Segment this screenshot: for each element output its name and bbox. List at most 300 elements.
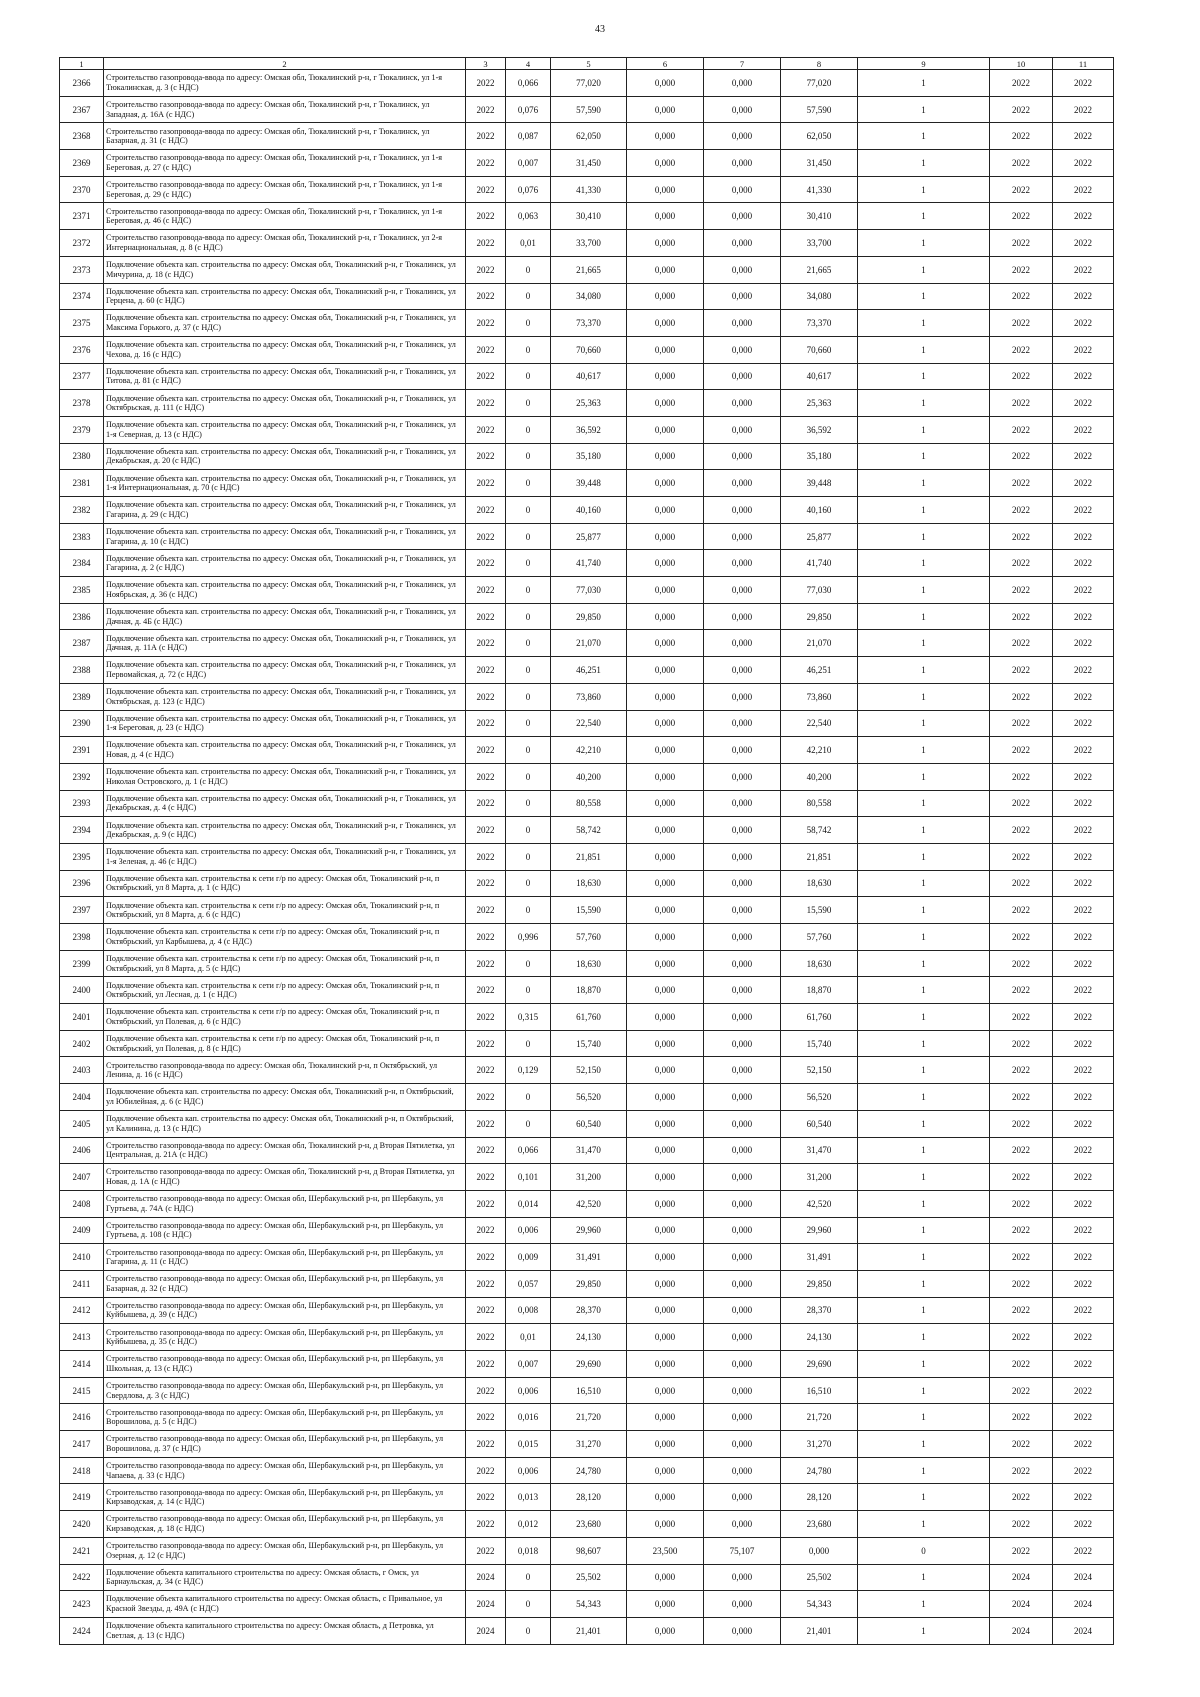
table-row (60, 310, 1114, 337)
row-number: 2375 (60, 310, 104, 337)
cost-col8-cell: 23,680 (781, 1511, 858, 1538)
cost-col8-cell: 56,520 (781, 1084, 858, 1111)
table-row (60, 256, 1114, 283)
quantity-cell: 1 (858, 1190, 990, 1217)
row-number: 2379 (60, 416, 104, 443)
year-cell: 2022 (466, 1190, 506, 1217)
start-year-cell: 2024 (990, 1591, 1053, 1618)
cost-col6-cell: 23,500 (627, 1537, 704, 1564)
year-cell: 2022 (466, 1217, 506, 1244)
cost-col6-cell: 0,000 (627, 150, 704, 177)
end-year-cell: 2022 (1053, 523, 1114, 550)
total-cost-cell: 24,130 (551, 1324, 627, 1351)
total-cost-cell: 40,160 (551, 497, 627, 524)
row-number: 2377 (60, 363, 104, 390)
length-cell: 0 (506, 1564, 551, 1591)
description-cell: Строительство газопровода-ввода по адресу: Омская обл, Тюкалинский р-н, г Тюкалинск, ул 1-я Тюкалинская, д. 3 (с НДС) (104, 70, 466, 97)
length-cell: 0 (506, 737, 551, 764)
year-cell: 2022 (466, 1404, 506, 1431)
year-cell: 2022 (466, 336, 506, 363)
row-number: 2370 (60, 176, 104, 203)
cost-col6-cell: 0,000 (627, 603, 704, 630)
total-cost-cell: 25,877 (551, 523, 627, 550)
quantity-cell: 1 (858, 390, 990, 417)
start-year-cell: 2022 (990, 977, 1053, 1004)
cost-col8-cell: 58,742 (781, 817, 858, 844)
total-cost-cell: 33,700 (551, 230, 627, 257)
table-row (60, 1297, 1114, 1324)
length-cell: 0,076 (506, 96, 551, 123)
length-cell: 0 (506, 256, 551, 283)
quantity-cell: 1 (858, 443, 990, 470)
start-year-cell: 2022 (990, 737, 1053, 764)
quantity-cell: 1 (858, 790, 990, 817)
total-cost-cell: 30,410 (551, 203, 627, 230)
cost-col7-cell: 0,000 (704, 1351, 781, 1378)
cost-col8-cell: 73,370 (781, 310, 858, 337)
quantity-cell: 1 (858, 283, 990, 310)
quantity-cell: 1 (858, 310, 990, 337)
row-number: 2388 (60, 657, 104, 684)
cost-col8-cell: 31,470 (781, 1137, 858, 1164)
end-year-cell: 2022 (1053, 817, 1114, 844)
cost-col7-cell: 0,000 (704, 1404, 781, 1431)
quantity-cell: 1 (858, 1511, 990, 1538)
year-cell: 2022 (466, 1030, 506, 1057)
length-cell: 0 (506, 950, 551, 977)
total-cost-cell: 40,617 (551, 363, 627, 390)
cost-col6-cell: 0,000 (627, 1564, 704, 1591)
column-header-5: 5 (551, 58, 627, 70)
column-header-3: 3 (466, 58, 506, 70)
start-year-cell: 2022 (990, 817, 1053, 844)
description-cell: Подключение объекта кап. строительства по адресу: Омская обл, Тюкалинский р-н, г Тюкалинск, ул Гагарина, д. 10 (с НДС) (104, 523, 466, 550)
row-number: 2407 (60, 1164, 104, 1191)
description-cell: Строительство газопровода-ввода по адресу: Омская обл, Шербакульский р-н, рп Шербакуль, ул Свердлова, д. 3 (с НДС) (104, 1377, 466, 1404)
description-cell: Подключение объекта кап. строительства по адресу: Омская обл, Тюкалинский р-н, г Тюкалинск, ул 1-я Зеленая, д. 46 (с НДС) (104, 843, 466, 870)
cost-col8-cell: 24,130 (781, 1324, 858, 1351)
table-row (60, 1030, 1114, 1057)
total-cost-cell: 57,590 (551, 96, 627, 123)
start-year-cell: 2022 (990, 1137, 1053, 1164)
quantity-cell: 1 (858, 150, 990, 177)
year-cell: 2022 (466, 1537, 506, 1564)
total-cost-cell: 31,450 (551, 150, 627, 177)
cost-col6-cell: 0,000 (627, 1324, 704, 1351)
description-cell: Подключение объекта кап. строительства к сети г/р по адресу: Омская обл, Тюкалинский р-н, п Октябрьский, ул Полевая, д. 6 (с НДС) (104, 1004, 466, 1031)
quantity-cell: 1 (858, 1457, 990, 1484)
cost-col6-cell: 0,000 (627, 1270, 704, 1297)
cost-col6-cell: 0,000 (627, 630, 704, 657)
table-row (60, 176, 1114, 203)
row-number: 2396 (60, 870, 104, 897)
cost-col7-cell: 0,000 (704, 710, 781, 737)
length-cell: 0,006 (506, 1457, 551, 1484)
quantity-cell: 1 (858, 470, 990, 497)
length-cell: 0,006 (506, 1217, 551, 1244)
year-cell: 2022 (466, 710, 506, 737)
year-cell: 2022 (466, 1324, 506, 1351)
quantity-cell: 1 (858, 817, 990, 844)
quantity-cell: 1 (858, 123, 990, 150)
column-number-header-row (60, 58, 1114, 70)
quantity-cell: 1 (858, 1484, 990, 1511)
start-year-cell: 2022 (990, 336, 1053, 363)
row-number: 2400 (60, 977, 104, 1004)
row-number: 2422 (60, 1564, 104, 1591)
cost-col7-cell: 0,000 (704, 363, 781, 390)
year-cell: 2022 (466, 70, 506, 97)
length-cell: 0 (506, 683, 551, 710)
row-number: 2413 (60, 1324, 104, 1351)
table-row (60, 416, 1114, 443)
table-row (60, 950, 1114, 977)
end-year-cell: 2022 (1053, 443, 1114, 470)
year-cell: 2022 (466, 1244, 506, 1271)
table-row (60, 1404, 1114, 1431)
cost-col6-cell: 0,000 (627, 550, 704, 577)
row-number: 2408 (60, 1190, 104, 1217)
length-cell: 0 (506, 470, 551, 497)
cost-col6-cell: 0,000 (627, 256, 704, 283)
total-cost-cell: 41,740 (551, 550, 627, 577)
length-cell: 0,015 (506, 1431, 551, 1458)
length-cell: 0,063 (506, 203, 551, 230)
length-cell: 0,129 (506, 1057, 551, 1084)
start-year-cell: 2024 (990, 1564, 1053, 1591)
length-cell: 0,01 (506, 230, 551, 257)
cost-col7-cell: 0,000 (704, 683, 781, 710)
quantity-cell: 1 (858, 1057, 990, 1084)
cost-col6-cell: 0,000 (627, 1110, 704, 1137)
length-cell: 0 (506, 1110, 551, 1137)
start-year-cell: 2022 (990, 763, 1053, 790)
cost-col7-cell: 0,000 (704, 1511, 781, 1538)
description-cell: Подключение объекта кап. строительства по адресу: Омская обл, Тюкалинский р-н, г Тюкалинск, ул Герцена, д. 60 (с НДС) (104, 283, 466, 310)
year-cell: 2022 (466, 1270, 506, 1297)
cost-col8-cell: 77,020 (781, 70, 858, 97)
end-year-cell: 2022 (1053, 1431, 1114, 1458)
cost-col6-cell: 0,000 (627, 1591, 704, 1618)
row-number: 2371 (60, 203, 104, 230)
end-year-cell: 2024 (1053, 1564, 1114, 1591)
cost-col8-cell: 36,592 (781, 416, 858, 443)
table-row (60, 230, 1114, 257)
start-year-cell: 2022 (990, 1190, 1053, 1217)
total-cost-cell: 42,520 (551, 1190, 627, 1217)
total-cost-cell: 22,540 (551, 710, 627, 737)
length-cell: 0 (506, 1030, 551, 1057)
description-cell: Строительство газопровода-ввода по адресу: Омская обл, Тюкалинский р-н, г Тюкалинск, ул Западная, д. 16А (с НДС) (104, 96, 466, 123)
quantity-cell: 1 (858, 1617, 990, 1644)
row-number: 2410 (60, 1244, 104, 1271)
end-year-cell: 2022 (1053, 1484, 1114, 1511)
description-cell: Строительство газопровода-ввода по адресу: Омская обл, Шербакульский р-н, рп Шербакуль, ул Чапаева, д. 33 (с НДС) (104, 1457, 466, 1484)
table-row (60, 1270, 1114, 1297)
total-cost-cell: 73,860 (551, 683, 627, 710)
cost-col7-cell: 0,000 (704, 443, 781, 470)
start-year-cell: 2022 (990, 1030, 1053, 1057)
length-cell: 0 (506, 763, 551, 790)
cost-col8-cell: 80,558 (781, 790, 858, 817)
year-cell: 2022 (466, 390, 506, 417)
quantity-cell: 1 (858, 737, 990, 764)
cost-col8-cell: 35,180 (781, 443, 858, 470)
cost-col8-cell: 70,660 (781, 336, 858, 363)
cost-col8-cell: 31,450 (781, 150, 858, 177)
start-year-cell: 2022 (990, 950, 1053, 977)
row-number: 2412 (60, 1297, 104, 1324)
cost-col6-cell: 0,000 (627, 230, 704, 257)
table-row (60, 843, 1114, 870)
length-cell: 0,057 (506, 1270, 551, 1297)
column-header-4: 4 (506, 58, 551, 70)
end-year-cell: 2022 (1053, 683, 1114, 710)
table-row (60, 523, 1114, 550)
row-number: 2366 (60, 70, 104, 97)
total-cost-cell: 36,592 (551, 416, 627, 443)
cost-col8-cell: 34,080 (781, 283, 858, 310)
end-year-cell: 2022 (1053, 1137, 1114, 1164)
length-cell: 0 (506, 577, 551, 604)
cost-col7-cell: 0,000 (704, 1030, 781, 1057)
quantity-cell: 1 (858, 1270, 990, 1297)
end-year-cell: 2022 (1053, 96, 1114, 123)
data-table (59, 57, 1114, 1645)
description-cell: Подключение объекта кап. строительства по адресу: Омская обл, Тюкалинский р-н, г Тюкалинск, ул Дачная, д. 4Б (с НДС) (104, 603, 466, 630)
cost-col8-cell: 29,850 (781, 603, 858, 630)
cost-col8-cell: 15,590 (781, 897, 858, 924)
total-cost-cell: 31,491 (551, 1244, 627, 1271)
year-cell: 2022 (466, 497, 506, 524)
cost-col6-cell: 0,000 (627, 1511, 704, 1538)
year-cell: 2022 (466, 310, 506, 337)
quantity-cell: 1 (858, 977, 990, 1004)
table-row (60, 1110, 1114, 1137)
row-number: 2386 (60, 603, 104, 630)
description-cell: Подключение объекта кап. строительства по адресу: Омская обл, Тюкалинский р-н, п Октябрьский, ул Юбилейная, д. 6 (с НДС) (104, 1084, 466, 1111)
end-year-cell: 2022 (1053, 763, 1114, 790)
total-cost-cell: 18,630 (551, 870, 627, 897)
description-cell: Подключение объекта кап. строительства к сети г/р по адресу: Омская обл, Тюкалинский р-н, п Октябрьский, ул Карбышева, д. 4 (с НДС) (104, 924, 466, 951)
cost-col7-cell: 0,000 (704, 950, 781, 977)
start-year-cell: 2022 (990, 1057, 1053, 1084)
quantity-cell: 1 (858, 843, 990, 870)
row-number: 2368 (60, 123, 104, 150)
table-row (60, 96, 1114, 123)
description-cell: Строительство газопровода-ввода по адресу: Омская обл, Шербакульский р-н, рп Шербакуль, ул Кирзаводская, д. 18 (с НДС) (104, 1511, 466, 1538)
column-header-2: 2 (104, 58, 466, 70)
cost-col8-cell: 21,665 (781, 256, 858, 283)
table-body (60, 70, 1114, 1645)
cost-col6-cell: 0,000 (627, 363, 704, 390)
quantity-cell: 1 (858, 256, 990, 283)
cost-col6-cell: 0,000 (627, 1164, 704, 1191)
row-number: 2423 (60, 1591, 104, 1618)
description-cell: Строительство газопровода-ввода по адресу: Омская обл, Шербакульский р-н, рп Шербакуль, ул Ворошилова, д. 5 (с НДС) (104, 1404, 466, 1431)
year-cell: 2022 (466, 683, 506, 710)
row-number: 2406 (60, 1137, 104, 1164)
row-number: 2369 (60, 150, 104, 177)
start-year-cell: 2022 (990, 203, 1053, 230)
year-cell: 2022 (466, 763, 506, 790)
length-cell: 0,076 (506, 176, 551, 203)
table-row (60, 1244, 1114, 1271)
year-cell: 2024 (466, 1617, 506, 1644)
cost-col8-cell: 29,850 (781, 1270, 858, 1297)
start-year-cell: 2022 (990, 470, 1053, 497)
cost-col7-cell: 0,000 (704, 1164, 781, 1191)
quantity-cell: 1 (858, 1030, 990, 1057)
total-cost-cell: 29,960 (551, 1217, 627, 1244)
cost-col8-cell: 62,050 (781, 123, 858, 150)
quantity-cell: 1 (858, 1377, 990, 1404)
length-cell: 0,007 (506, 150, 551, 177)
row-number: 2417 (60, 1431, 104, 1458)
cost-col7-cell: 0,000 (704, 1324, 781, 1351)
cost-col8-cell: 28,120 (781, 1484, 858, 1511)
row-number: 2399 (60, 950, 104, 977)
cost-col8-cell: 25,363 (781, 390, 858, 417)
description-cell: Подключение объекта кап. строительства по адресу: Омская обл, Тюкалинский р-н, г Тюкалинск, ул Декабрьская, д. 9 (с НДС) (104, 817, 466, 844)
cost-col6-cell: 0,000 (627, 1351, 704, 1378)
table-row (60, 150, 1114, 177)
quantity-cell: 1 (858, 710, 990, 737)
cost-col7-cell: 0,000 (704, 897, 781, 924)
description-cell: Строительство газопровода-ввода по адресу: Омская обл, Шербакульский р-н, рп Шербакуль, ул Кирзаводская, д. 14 (с НДС) (104, 1484, 466, 1511)
start-year-cell: 2022 (990, 1084, 1053, 1111)
cost-col8-cell: 41,330 (781, 176, 858, 203)
start-year-cell: 2024 (990, 1617, 1053, 1644)
quantity-cell: 1 (858, 603, 990, 630)
length-cell: 0,01 (506, 1324, 551, 1351)
year-cell: 2022 (466, 1484, 506, 1511)
cost-col7-cell: 0,000 (704, 1244, 781, 1271)
cost-col6-cell: 0,000 (627, 790, 704, 817)
cost-col6-cell: 0,000 (627, 1244, 704, 1271)
start-year-cell: 2022 (990, 310, 1053, 337)
quantity-cell: 1 (858, 1431, 990, 1458)
length-cell: 0,006 (506, 1377, 551, 1404)
row-number: 2374 (60, 283, 104, 310)
description-cell: Подключение объекта кап. строительства по адресу: Омская обл, Тюкалинский р-н, г Тюкалинск, ул Мичурина, д. 18 (с НДС) (104, 256, 466, 283)
cost-col7-cell: 0,000 (704, 1484, 781, 1511)
row-number: 2382 (60, 497, 104, 524)
cost-col6-cell: 0,000 (627, 203, 704, 230)
row-number: 2402 (60, 1030, 104, 1057)
length-cell: 0,066 (506, 1137, 551, 1164)
cost-col8-cell: 60,540 (781, 1110, 858, 1137)
row-number: 2393 (60, 790, 104, 817)
year-cell: 2022 (466, 1110, 506, 1137)
end-year-cell: 2022 (1053, 1324, 1114, 1351)
cost-col7-cell: 0,000 (704, 1084, 781, 1111)
start-year-cell: 2022 (990, 630, 1053, 657)
year-cell: 2022 (466, 657, 506, 684)
table-row (60, 737, 1114, 764)
start-year-cell: 2022 (990, 390, 1053, 417)
year-cell: 2022 (466, 630, 506, 657)
cost-col8-cell: 16,510 (781, 1377, 858, 1404)
end-year-cell: 2022 (1053, 416, 1114, 443)
description-cell: Подключение объекта кап. строительства к сети г/р по адресу: Омская обл, Тюкалинский р-н, п Октябрьский, ул 8 Марта, д. 5 (с НДС) (104, 950, 466, 977)
total-cost-cell: 54,343 (551, 1591, 627, 1618)
length-cell: 0,012 (506, 1511, 551, 1538)
description-cell: Подключение объекта кап. строительства по адресу: Омская обл, Тюкалинский р-н, г Тюкалинск, ул Титова, д. 81 (с НДС) (104, 363, 466, 390)
start-year-cell: 2022 (990, 283, 1053, 310)
total-cost-cell: 18,630 (551, 950, 627, 977)
cost-col6-cell: 0,000 (627, 443, 704, 470)
cost-col8-cell: 24,780 (781, 1457, 858, 1484)
total-cost-cell: 21,401 (551, 1617, 627, 1644)
row-number: 2376 (60, 336, 104, 363)
total-cost-cell: 42,210 (551, 737, 627, 764)
cost-col6-cell: 0,000 (627, 1457, 704, 1484)
cost-col7-cell: 0,000 (704, 1270, 781, 1297)
start-year-cell: 2022 (990, 550, 1053, 577)
row-number: 2384 (60, 550, 104, 577)
year-cell: 2022 (466, 1137, 506, 1164)
row-number: 2401 (60, 1004, 104, 1031)
year-cell: 2022 (466, 870, 506, 897)
end-year-cell: 2022 (1053, 336, 1114, 363)
column-header-11: 11 (1053, 58, 1114, 70)
quantity-cell: 1 (858, 630, 990, 657)
table-row (60, 577, 1114, 604)
start-year-cell: 2022 (990, 1297, 1053, 1324)
cost-col7-cell: 0,000 (704, 550, 781, 577)
start-year-cell: 2022 (990, 577, 1053, 604)
cost-col7-cell: 0,000 (704, 977, 781, 1004)
start-year-cell: 2022 (990, 1110, 1053, 1137)
cost-col7-cell: 0,000 (704, 230, 781, 257)
total-cost-cell: 15,740 (551, 1030, 627, 1057)
length-cell: 0,996 (506, 924, 551, 951)
total-cost-cell: 57,760 (551, 924, 627, 951)
row-number: 2420 (60, 1511, 104, 1538)
description-cell: Подключение объекта кап. строительства по адресу: Омская обл, Тюкалинский р-н, г Тюкалинск, ул Николая Островского, д. 1 (с НДС) (104, 763, 466, 790)
length-cell: 0,013 (506, 1484, 551, 1511)
table-row (60, 1617, 1114, 1644)
cost-col6-cell: 0,000 (627, 283, 704, 310)
cost-col8-cell: 57,590 (781, 96, 858, 123)
year-cell: 2022 (466, 363, 506, 390)
quantity-cell: 1 (858, 1217, 990, 1244)
cost-col6-cell: 0,000 (627, 817, 704, 844)
cost-col8-cell: 22,540 (781, 710, 858, 737)
end-year-cell: 2022 (1053, 1057, 1114, 1084)
row-number: 2397 (60, 897, 104, 924)
total-cost-cell: 29,690 (551, 1351, 627, 1378)
description-cell: Подключение объекта кап. строительства к сети г/р по адресу: Омская обл, Тюкалинский р-н, п Октябрьский, ул 8 Марта, д. 1 (с НДС) (104, 870, 466, 897)
row-number: 2418 (60, 1457, 104, 1484)
total-cost-cell: 70,660 (551, 336, 627, 363)
row-number: 2387 (60, 630, 104, 657)
end-year-cell: 2022 (1053, 123, 1114, 150)
table-row (60, 470, 1114, 497)
year-cell: 2022 (466, 123, 506, 150)
total-cost-cell: 34,080 (551, 283, 627, 310)
description-cell: Подключение объекта кап. строительства по адресу: Омская обл, Тюкалинский р-н, г Тюкалинск, ул Октябрьская, д. 111 (с НДС) (104, 390, 466, 417)
table-row (60, 1537, 1114, 1564)
description-cell: Строительство газопровода-ввода по адресу: Омская обл, Шербакульский р-н, рп Шербакуль, ул Гагарина, д. 11 (с НДС) (104, 1244, 466, 1271)
start-year-cell: 2022 (990, 897, 1053, 924)
length-cell: 0 (506, 416, 551, 443)
description-cell: Строительство газопровода-ввода по адресу: Омская обл, Тюкалинский р-н, д Вторая Пятилетка, ул Центральная, д. 21А (с НДС) (104, 1137, 466, 1164)
end-year-cell: 2022 (1053, 843, 1114, 870)
end-year-cell: 2022 (1053, 630, 1114, 657)
start-year-cell: 2022 (990, 70, 1053, 97)
